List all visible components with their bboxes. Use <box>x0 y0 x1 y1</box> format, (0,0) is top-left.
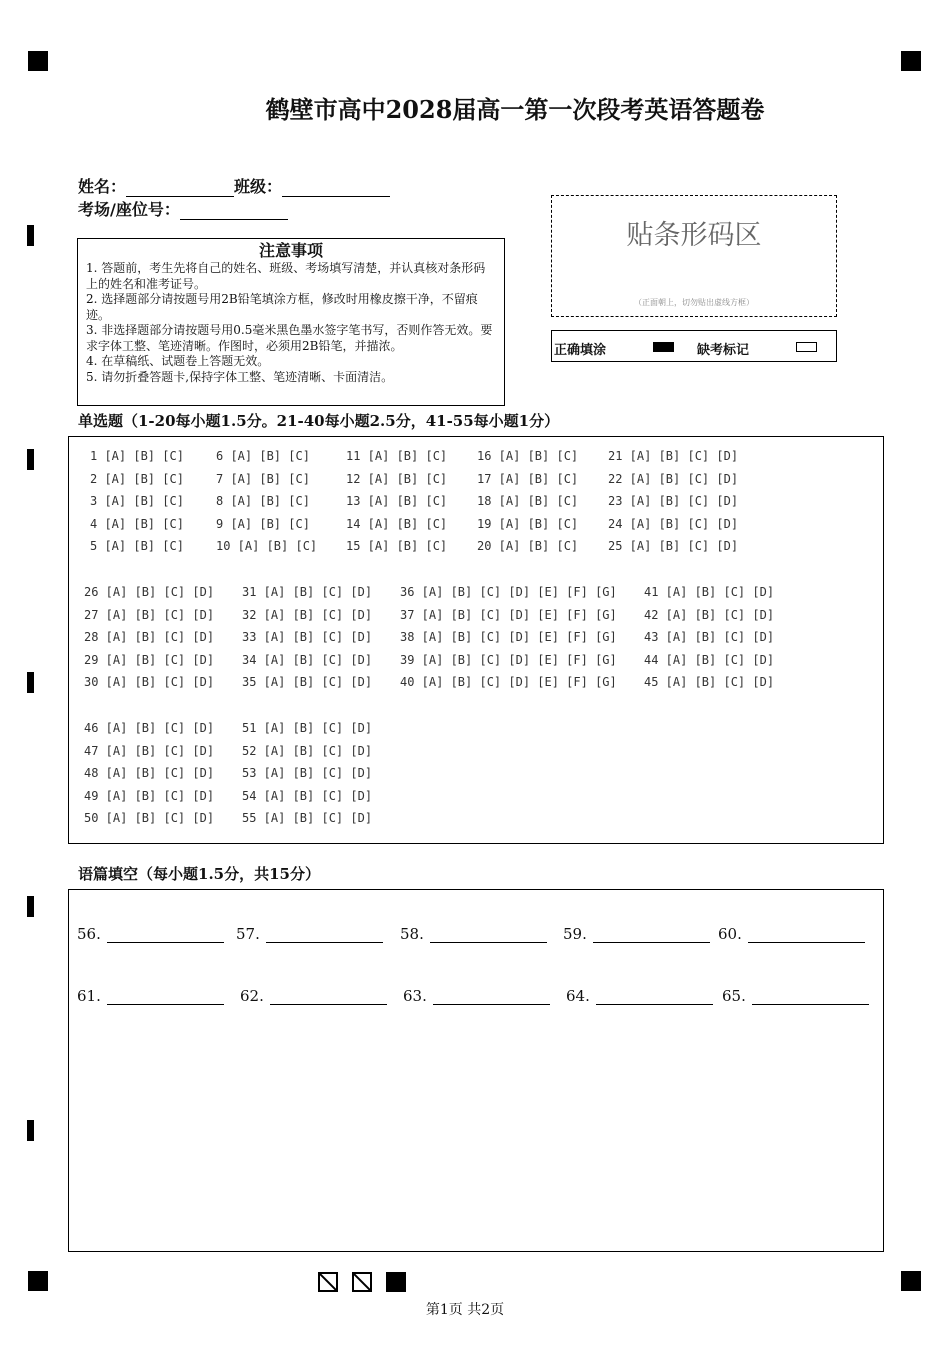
corner-mark-bottom-left <box>28 1271 48 1291</box>
barcode-area <box>551 195 837 317</box>
choice-question-row[interactable]: 51 [A] [B] [C] [D] <box>242 721 373 735</box>
name-field[interactable] <box>126 178 234 197</box>
cloze-answer-line[interactable] <box>433 988 550 1005</box>
choice-question-row[interactable]: 39 [A] [B] [C] [D] [E] [F] [G] <box>400 652 617 667</box>
choice-question-row[interactable]: 11 [A] [B] [C] <box>346 449 448 463</box>
timing-mark <box>27 896 34 917</box>
class-field[interactable] <box>282 178 390 197</box>
cloze-title: 语篇填空（每小题1.5分，共15分） <box>78 865 320 883</box>
cloze-blank-item <box>722 987 869 1005</box>
choice-question-row[interactable]: 28 [A] [B] [C] [D] <box>84 630 215 645</box>
cloze-number: 63. <box>403 987 427 1005</box>
class-label: 班级： <box>234 177 283 196</box>
correct-fill-label: 正确填涂 <box>554 343 607 358</box>
choice-question-row[interactable]: 4 [A] [B] [C] <box>90 516 184 531</box>
choice-question-row[interactable]: 50 [A] [B] [C] [D] <box>84 811 215 826</box>
choice-question-row[interactable]: 23 [A] [B] [C] [D] <box>608 494 739 509</box>
single-choice-title: 单选题（1-20每小题1.5分。21-40每小题2.5分，41-55每小题1分） <box>78 412 560 430</box>
cloze-blank-item <box>240 987 387 1005</box>
notice-item: 3. 非选择题部分请按题号用0.5毫米黑色墨水签字笔书写，否则作答无效。要求字体工整、笔迹清晰。作图时，必须用2B铅笔，并描浓。 <box>86 323 493 353</box>
corner-mark-bottom-right <box>901 1271 921 1291</box>
choice-question-row[interactable]: 32 [A] [B] [C] [D] <box>242 607 373 622</box>
cloze-answer-line[interactable] <box>270 988 387 1005</box>
choice-question-row[interactable]: 40 [A] [B] [C] [D] [E] [F] [G] <box>400 675 617 690</box>
notice-item: 5. 请勿折叠答题卡,保持字体工整、笔迹清晰、卡面清洁。 <box>86 369 394 384</box>
corner-mark-top-right <box>901 51 921 71</box>
choice-question-row[interactable]: 16 [A] [B] [C] <box>477 449 579 463</box>
cloze-number: 60. <box>718 925 742 943</box>
choice-column <box>216 449 317 562</box>
hatched-box-icon <box>352 1272 372 1292</box>
choice-question-row[interactable]: 36 [A] [B] [C] [D] [E] [F] [G] <box>400 585 617 599</box>
choice-question-row[interactable]: 3 [A] [B] [C] <box>90 494 184 509</box>
choice-question-row[interactable]: 21 [A] [B] [C] [D] <box>608 449 739 463</box>
cloze-answer-line[interactable] <box>752 988 869 1005</box>
choice-question-row[interactable]: 2 [A] [B] [C] <box>90 471 184 486</box>
choice-question-row[interactable]: 52 [A] [B] [C] [D] <box>242 743 373 758</box>
choice-column <box>400 585 617 698</box>
cloze-blank-item <box>236 925 383 943</box>
choice-question-row[interactable]: 6 [A] [B] [C] <box>216 449 310 463</box>
choice-question-row[interactable]: 41 [A] [B] [C] [D] <box>644 585 775 599</box>
barcode-label: 贴条形码区 <box>626 220 762 251</box>
choice-question-row[interactable]: 7 [A] [B] [C] <box>216 471 310 486</box>
name-class-row <box>78 174 390 197</box>
cloze-blank-item <box>566 987 713 1005</box>
choice-question-row[interactable]: 24 [A] [B] [C] [D] <box>608 516 739 531</box>
choice-question-row[interactable]: 34 [A] [B] [C] [D] <box>242 652 373 667</box>
choice-question-row[interactable]: 53 [A] [B] [C] [D] <box>242 766 373 781</box>
timing-mark <box>27 672 34 693</box>
seat-field[interactable] <box>180 201 288 220</box>
cloze-answer-line[interactable] <box>593 926 710 943</box>
cloze-blank-item <box>403 987 550 1005</box>
choice-question-row[interactable]: 38 [A] [B] [C] [D] [E] [F] [G] <box>400 630 617 645</box>
choice-question-row[interactable]: 5 [A] [B] [C] <box>90 539 184 554</box>
choice-column <box>346 449 447 562</box>
page-title: 鹤壁市高中2028届高一第一次段考英语答题卷 <box>265 95 765 124</box>
solid-box-icon <box>386 1272 406 1292</box>
choice-question-row[interactable]: 14 [A] [B] [C] <box>346 516 448 531</box>
cloze-number: 65. <box>722 987 746 1005</box>
choice-question-row[interactable]: 37 [A] [B] [C] [D] [E] [F] [G] <box>400 607 617 622</box>
choice-question-row[interactable]: 42 [A] [B] [C] [D] <box>644 607 775 622</box>
cloze-blank-item <box>77 925 224 943</box>
notice-item: 2. 选择题部分请按题号用2B铅笔填涂方框，修改时用橡皮擦干净，不留痕迹。 <box>86 292 478 322</box>
filled-box-icon <box>653 342 674 352</box>
choice-question-row[interactable]: 18 [A] [B] [C] <box>477 494 579 509</box>
seat-label: 考场/座位号： <box>78 200 180 219</box>
cloze-answer-line[interactable] <box>748 926 865 943</box>
choice-question-row[interactable]: 19 [A] [B] [C] <box>477 516 579 531</box>
choice-question-row[interactable]: 35 [A] [B] [C] [D] <box>242 675 373 690</box>
cloze-answer-line[interactable] <box>107 926 224 943</box>
cloze-number: 56. <box>77 925 101 943</box>
notice-heading: 注意事项 <box>258 241 323 260</box>
cloze-blank-item <box>77 987 224 1005</box>
choice-column <box>477 449 578 562</box>
choice-question-row[interactable]: 26 [A] [B] [C] [D] <box>84 585 215 599</box>
cloze-answer-line[interactable] <box>596 988 713 1005</box>
choice-column <box>644 585 774 698</box>
name-label: 姓名： <box>78 177 127 196</box>
barcode-hint: （正面朝上，切勿贴出虚线方框） <box>634 298 754 307</box>
choice-question-row[interactable]: 8 [A] [B] [C] <box>216 494 310 509</box>
hatched-box-icon <box>318 1272 338 1292</box>
cloze-answer-line[interactable] <box>430 926 547 943</box>
cloze-answer-line[interactable] <box>266 926 383 943</box>
choice-question-row[interactable]: 1 [A] [B] [C] <box>90 449 184 463</box>
cloze-box <box>68 889 884 1252</box>
cloze-number: 61. <box>77 987 101 1005</box>
cloze-number: 64. <box>566 987 590 1005</box>
cloze-number: 57. <box>236 925 260 943</box>
cloze-number: 58. <box>400 925 424 943</box>
choice-question-row[interactable]: 27 [A] [B] [C] [D] <box>84 607 215 622</box>
choice-question-row[interactable]: 54 [A] [B] [C] [D] <box>242 788 373 803</box>
choice-question-row[interactable]: 29 [A] [B] [C] [D] <box>84 652 215 667</box>
choice-question-row[interactable]: 15 [A] [B] [C] <box>346 539 448 554</box>
choice-column <box>84 585 214 698</box>
choice-question-row[interactable]: 49 [A] [B] [C] [D] <box>84 788 215 803</box>
timing-mark <box>27 1120 34 1141</box>
notice-box <box>77 238 505 406</box>
choice-column <box>90 449 184 562</box>
cloze-blank-item <box>400 925 547 943</box>
cloze-blank-item <box>718 925 865 943</box>
choice-question-row[interactable]: 46 [A] [B] [C] [D] <box>84 721 215 735</box>
cloze-number: 62. <box>240 987 264 1005</box>
timing-mark <box>27 449 34 470</box>
choice-question-row[interactable]: 9 [A] [B] [C] <box>216 516 310 531</box>
choice-question-row[interactable]: 55 [A] [B] [C] [D] <box>242 811 373 826</box>
cloze-number: 59. <box>563 925 587 943</box>
choice-question-row[interactable]: 44 [A] [B] [C] [D] <box>644 652 775 667</box>
fill-legend <box>551 330 837 362</box>
choice-question-row[interactable]: 30 [A] [B] [C] [D] <box>84 675 215 690</box>
choice-column <box>84 721 214 834</box>
cloze-blank-item <box>563 925 710 943</box>
choice-question-row[interactable]: 47 [A] [B] [C] [D] <box>84 743 215 758</box>
page-number: 第1页 共2页 <box>425 1302 505 1318</box>
cloze-answer-line[interactable] <box>107 988 224 1005</box>
choice-question-row[interactable]: 22 [A] [B] [C] [D] <box>608 471 739 486</box>
choice-question-row[interactable]: 20 [A] [B] [C] <box>477 539 579 554</box>
choice-question-row[interactable]: 13 [A] [B] [C] <box>346 494 448 509</box>
choice-question-row[interactable]: 31 [A] [B] [C] [D] <box>242 585 373 599</box>
notice-item: 1. 答题前，考生先将自己的姓名、班级、考场填写清楚，并认真核对条形码上的姓名和准考证号。 <box>86 261 486 291</box>
choice-question-row[interactable]: 25 [A] [B] [C] [D] <box>608 539 739 554</box>
corner-mark-top-left <box>28 51 48 71</box>
absent-checkbox[interactable] <box>796 342 817 352</box>
choice-column <box>608 449 738 562</box>
choice-column <box>242 721 372 834</box>
choice-question-row[interactable]: 33 [A] [B] [C] [D] <box>242 630 373 645</box>
choice-question-row[interactable]: 10 [A] [B] [C] <box>216 539 318 554</box>
choice-question-row[interactable]: 12 [A] [B] [C] <box>346 471 448 486</box>
choice-question-row[interactable]: 48 [A] [B] [C] [D] <box>84 766 215 781</box>
choice-question-row[interactable]: 17 [A] [B] [C] <box>477 471 579 486</box>
timing-mark <box>27 225 34 246</box>
seat-row <box>78 197 288 220</box>
choice-column <box>242 585 372 698</box>
choice-question-row[interactable]: 43 [A] [B] [C] [D] <box>644 630 775 645</box>
absent-mark-label: 缺考标记 <box>697 343 750 358</box>
notice-item: 4. 在草稿纸、试题卷上答题无效。 <box>86 354 270 368</box>
choice-question-row[interactable]: 45 [A] [B] [C] [D] <box>644 675 775 690</box>
